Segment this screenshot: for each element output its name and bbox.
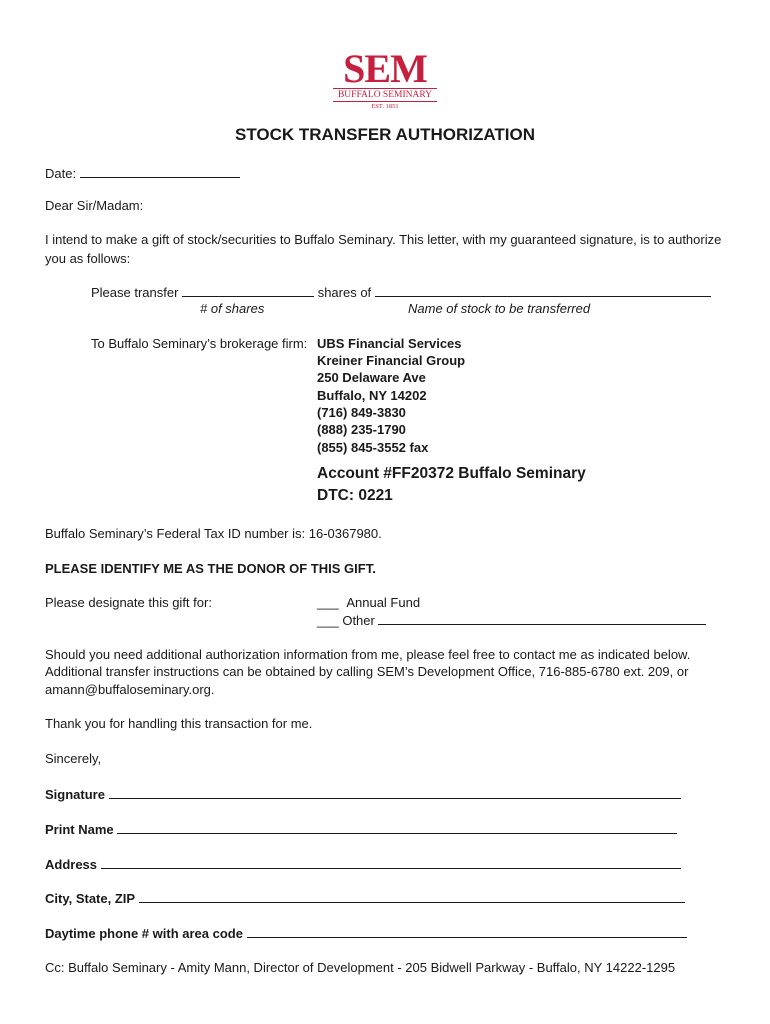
intro-line-2: you as follows:	[45, 251, 131, 266]
identify-donor: PLEASE IDENTIFY ME AS THE DONOR OF THIS GIFT.	[45, 561, 376, 576]
logo-mark: SEM	[343, 46, 427, 91]
page-title: STOCK TRANSFER AUTHORIZATION	[234, 125, 535, 144]
print-name-label: Print Name	[45, 822, 114, 837]
brokerage-line: (716) 849-3830	[317, 405, 406, 420]
signature-label: Signature	[45, 787, 105, 802]
brokerage-line: Buffalo, NY 14202	[317, 388, 427, 403]
greeting: Dear Sir/Madam:	[45, 198, 144, 213]
date-row	[45, 165, 240, 181]
annual-fund-blank[interactable]: ___	[317, 595, 339, 610]
print-name-row	[45, 821, 677, 837]
stock-name-caption: Name of stock to be transferred	[408, 301, 591, 316]
buffalo-seminary-logo	[333, 46, 437, 112]
signature-field[interactable]	[109, 786, 681, 799]
brokerage-line: (855) 845-3552 fax	[317, 440, 429, 455]
brokerage-line: 250 Delaware Ave	[317, 370, 426, 385]
annual-fund-label: Annual Fund	[346, 595, 421, 610]
brokerage-line: Kreiner Financial Group	[317, 353, 466, 368]
contact-line: Additional transfer instructions can be obtained by calling SEM’s Development Office, 716-885-6780 ext. 209, or	[45, 664, 689, 679]
other-label: Other	[342, 613, 375, 628]
transfer-row	[91, 284, 711, 300]
other-blank[interactable]: ___	[317, 613, 339, 628]
other-field[interactable]	[378, 612, 706, 625]
num-shares-caption: # of shares	[200, 301, 265, 316]
other-option[interactable]	[317, 612, 706, 628]
please-transfer-label: Please transfer	[91, 285, 179, 300]
brokerage-line: UBS Financial Services	[317, 336, 462, 351]
logo-est: EST. 1851	[371, 103, 399, 110]
logo-name: BUFFALO SEMINARY	[333, 88, 437, 102]
annual-fund-option[interactable]	[317, 595, 420, 610]
city-state-zip-row	[45, 890, 685, 906]
num-shares-field[interactable]	[182, 284, 314, 297]
tax-id: Buffalo Seminary’s Federal Tax ID number is: 16-0367980.	[45, 526, 382, 541]
date-label: Date:	[45, 166, 77, 181]
contact-email: amann@buffaloseminary.org.	[45, 682, 215, 697]
address-row	[45, 856, 681, 872]
daytime-phone-row	[45, 925, 687, 941]
intro-line-1: I intend to make a gift of stock/securities to Buffalo Seminary. This letter, with my guaranteed signature, is to authorize	[45, 232, 722, 247]
shares-of-label: shares of	[317, 285, 372, 300]
closing: Sincerely,	[45, 751, 102, 766]
daytime-phone-field[interactable]	[247, 925, 687, 938]
city-state-zip-field[interactable]	[139, 890, 685, 903]
print-name-field[interactable]	[117, 821, 677, 834]
account-number: Account #FF20372 Buffalo Seminary	[317, 465, 586, 482]
cc-line: Cc: Buffalo Seminary - Amity Mann, Director of Development - 205 Bidwell Parkway - Buffalo, NY 14222-1295	[45, 960, 676, 975]
address-label: Address	[45, 857, 98, 872]
signature-row	[45, 786, 681, 802]
daytime-phone-label: Daytime phone # with area code	[45, 926, 243, 941]
address-field[interactable]	[101, 856, 681, 869]
brokerage-label: To Buffalo Seminary’s brokerage firm:	[91, 336, 308, 351]
brokerage-line: (888) 235-1790	[317, 422, 406, 437]
stock-name-field[interactable]	[375, 284, 711, 297]
date-field[interactable]	[80, 165, 240, 178]
thanks: Thank you for handling this transaction for me.	[45, 716, 313, 731]
designate-label: Please designate this gift for:	[45, 595, 212, 610]
city-state-zip-label: City, State, ZIP	[45, 891, 136, 906]
dtc-number: DTC: 0221	[317, 487, 393, 504]
contact-line: Should you need additional authorization information from me, please feel free to contact me as indicated below.	[45, 647, 691, 662]
